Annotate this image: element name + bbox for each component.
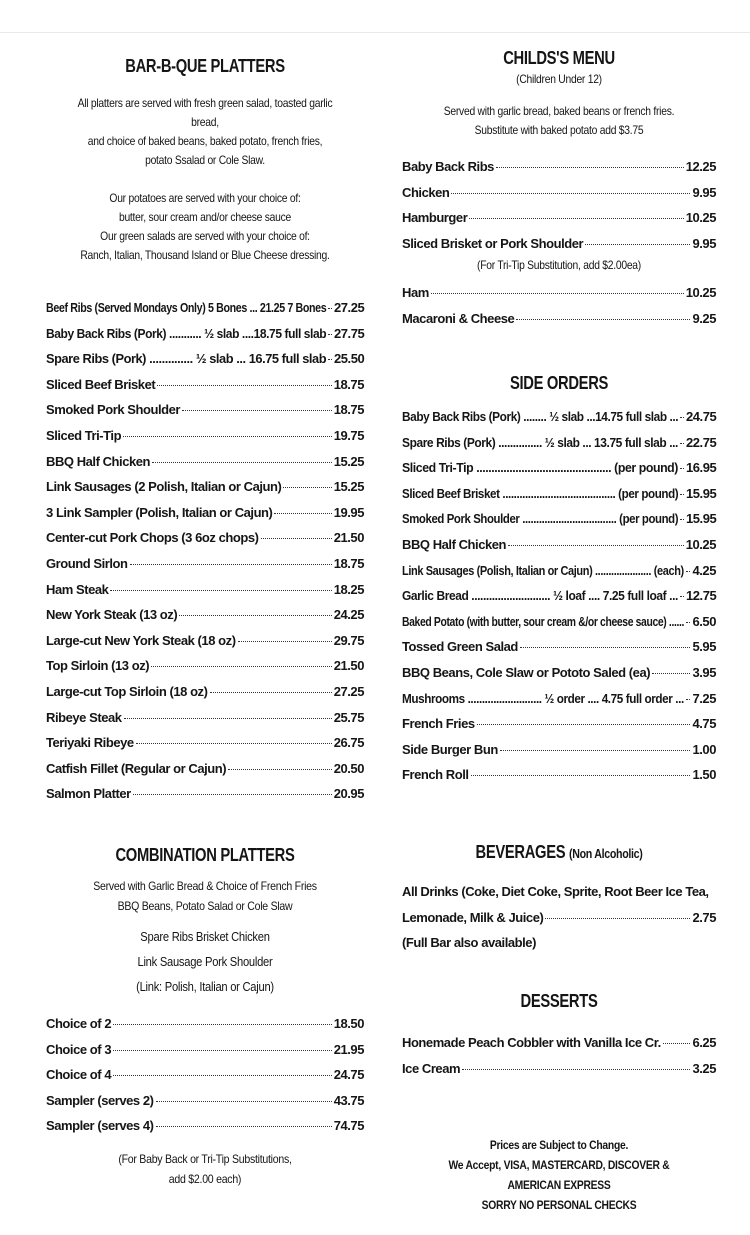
menu-item-price: 1.00 xyxy=(692,741,716,757)
menu-item-name: BBQ Half Chicken xyxy=(402,536,507,552)
leader-dots xyxy=(110,590,331,591)
leader-dots xyxy=(152,462,332,463)
menu-item-row xyxy=(46,500,364,526)
menu-item-price: 3.25 xyxy=(692,1060,716,1076)
tri-tip-substitution-note: (For Tri-Tip Substitution, add $2.00ea) xyxy=(477,258,641,273)
leader-dots xyxy=(156,1126,332,1127)
beverages-item-name: Lemonade, Milk & Juice) xyxy=(402,909,544,925)
menu-item-name: Spare Ribs (Pork) ............... ½ slab ... 13.75 full slab ... xyxy=(402,434,678,450)
leader-dots xyxy=(328,334,332,335)
menu-item-price: 9.95 xyxy=(692,184,716,200)
menu-item-price: 16.95 xyxy=(686,460,717,476)
menu-item-price: 26.75 xyxy=(333,735,364,751)
menu-item-name: Spare Ribs (Pork) .............. ½ slab ... 16.75 full slab xyxy=(46,351,327,367)
leader-dots xyxy=(151,666,332,667)
full-bar-note: (Full Bar also available) xyxy=(402,935,536,951)
beverages-line-1: All Drinks (Coke, Diet Coke, Sprite, Root Beer Ice Tea, xyxy=(402,884,709,899)
menu-item-name: Choice of 2 xyxy=(46,1016,112,1031)
menu-item-name: Honemade Peach Cobbler with Vanilla Ice Cr. xyxy=(402,1035,661,1050)
menu-item-name: Baked Potato (with butter, sour cream &/or cheese sauce) ...... xyxy=(402,613,685,629)
leader-dots xyxy=(228,769,332,770)
beverages-section xyxy=(402,842,716,956)
menu-item-row xyxy=(46,551,364,577)
leader-dots xyxy=(328,359,332,360)
menu-item-row xyxy=(46,653,364,679)
childs-menu-intro xyxy=(424,102,694,140)
leader-dots xyxy=(124,718,332,719)
leader-dots xyxy=(133,794,332,795)
menu-item-price: 74.75 xyxy=(333,1118,364,1134)
leader-dots xyxy=(680,596,684,597)
leader-dots xyxy=(136,743,332,744)
menu-item-name: Large-cut Top Sirloin (18 oz) xyxy=(46,683,208,699)
menu-item-price: 27.25 xyxy=(333,683,364,699)
menu-item-price: 15.95 xyxy=(686,511,717,527)
menu-item-price: 24.75 xyxy=(686,409,717,424)
bbq-options-line: Ranch, Italian, Thousand Island or Blue Cheese dressing. xyxy=(80,248,330,262)
menu-item-row xyxy=(46,474,364,500)
side-orders-section xyxy=(402,373,716,788)
bbq-options xyxy=(68,189,341,265)
menu-item-name: Sliced Tri-Tip xyxy=(46,427,122,443)
combination-platters-section xyxy=(46,845,364,1189)
combo-meat-line: Spare Ribs Brisket Chicken xyxy=(140,929,270,944)
menu-item-row xyxy=(46,577,364,603)
bbq-items xyxy=(46,295,364,807)
childs-menu-section xyxy=(402,48,716,332)
leader-dots xyxy=(113,1075,332,1076)
menu-item-name: Link Sausages (Polish, Italian or Cajun) ..................... (each) xyxy=(402,562,684,578)
menu-item-price: 18.75 xyxy=(333,555,364,571)
leader-dots xyxy=(471,775,691,776)
menu-item-name: Baby Back Ribs (Pork) ........ ½ slab ...14.75 full slab ... xyxy=(402,409,679,424)
leader-dots xyxy=(477,724,691,725)
menu-item-price: 12.25 xyxy=(685,159,716,174)
menu-item-row xyxy=(402,558,716,584)
menu-item-price: 6.50 xyxy=(692,613,716,629)
menu-item-row xyxy=(46,628,364,654)
menu-item-row xyxy=(46,1088,364,1114)
leader-dots xyxy=(652,673,690,674)
menu-item-price: 20.95 xyxy=(333,786,364,802)
side-items xyxy=(402,404,716,788)
leader-dots xyxy=(680,443,684,444)
menu-item-price: 43.75 xyxy=(333,1092,364,1108)
combo-note-line: add $2.00 each) xyxy=(168,1171,242,1186)
menu-item-row xyxy=(46,756,364,782)
menu-item-name: Tossed Green Salad xyxy=(402,639,518,655)
menu-item-row xyxy=(402,1056,716,1082)
menu-item-row xyxy=(402,737,716,763)
menu-item-price: 6.25 xyxy=(692,1035,716,1050)
menu-item-name: Sliced Tri-Tip ............................................. (per pound) xyxy=(402,460,678,476)
menu-item-price: 24.25 xyxy=(333,607,364,623)
menu-item-row xyxy=(46,1113,364,1139)
menu-item-price: 9.25 xyxy=(692,310,716,326)
menu-item-row xyxy=(402,686,716,712)
childs-items-b xyxy=(402,280,716,331)
menu-item-price: 18.50 xyxy=(333,1016,364,1031)
leader-dots xyxy=(179,615,331,616)
leader-dots xyxy=(113,1050,332,1051)
leader-dots xyxy=(156,1101,332,1102)
leader-dots xyxy=(680,468,684,469)
bbq-intro-line: and choice of baked beans, baked potato, french fries, xyxy=(87,134,323,148)
footer-notes xyxy=(402,1135,716,1215)
leader-dots xyxy=(182,410,332,411)
menu-item-row xyxy=(402,231,716,257)
menu-item-price: 21.95 xyxy=(333,1041,364,1057)
menu-item-price: 18.75 xyxy=(333,402,364,418)
menu-item-row xyxy=(46,295,364,321)
menu-item-row xyxy=(46,1011,364,1037)
leader-dots xyxy=(238,641,332,642)
menu-item-price: 27.25 xyxy=(334,300,365,315)
menu-item-row xyxy=(402,481,716,507)
menu-item-price: 10.25 xyxy=(685,536,716,552)
prices-change-note: Prices are Subject to Change. xyxy=(489,1138,629,1152)
dessert-items xyxy=(402,1030,716,1081)
menu-item-price: 21.50 xyxy=(333,658,364,674)
leader-dots xyxy=(508,545,684,546)
menu-item-name: Ground Sirlon xyxy=(46,555,128,571)
combination-platters-title: COMBINATION PLATTERS xyxy=(115,845,295,865)
leader-dots xyxy=(431,293,684,294)
page-edge xyxy=(0,32,750,33)
menu-item-name: Smoked Pork Shoulder .................................. (per pound) xyxy=(402,511,679,527)
menu-item-row xyxy=(46,525,364,551)
menu-item-row xyxy=(402,404,716,430)
combo-items xyxy=(46,1011,364,1139)
menu-item-price: 15.25 xyxy=(333,479,364,495)
menu-item-name: Ham xyxy=(402,285,429,301)
menu-item-price: 1.50 xyxy=(692,767,716,783)
menu-item-row xyxy=(402,506,716,532)
menu-item-price: 20.50 xyxy=(333,760,364,776)
beverages-item-row xyxy=(402,905,716,931)
combo-meat-line: Link Sausage Pork Shoulder xyxy=(137,954,273,969)
menu-item-row xyxy=(402,154,716,180)
menu-item-name: Hamburger xyxy=(402,210,468,226)
bbq-platters-list xyxy=(46,295,364,807)
menu-item-price: 19.95 xyxy=(333,504,364,520)
menu-item-name: Choice of 3 xyxy=(46,1041,112,1057)
leader-dots xyxy=(283,487,331,488)
beverages-title-sub: (Non Alcoholic) xyxy=(569,846,643,861)
menu-item-price: 3.95 xyxy=(692,664,716,680)
combo-meat-line: (Link: Polish, Italian or Cajun) xyxy=(136,979,274,994)
menu-item-name: Ribeye Steak xyxy=(46,709,122,725)
menu-item-price: 7.25 xyxy=(692,690,716,706)
menu-item-name: Baby Back Ribs xyxy=(402,159,494,174)
leader-dots xyxy=(451,193,690,194)
menu-item-row xyxy=(46,1062,364,1088)
beverages-item-price: 2.75 xyxy=(692,909,716,925)
menu-item-row xyxy=(402,205,716,231)
menu-item-price: 4.75 xyxy=(692,716,716,732)
combo-intro xyxy=(65,876,345,916)
menu-item-name: Sampler (serves 4) xyxy=(46,1118,154,1134)
beverages-title xyxy=(430,842,687,863)
menu-item-row xyxy=(402,532,716,558)
menu-item-price: 4.25 xyxy=(692,562,716,578)
childs-intro-line: Served with garlic bread, baked beans or french fries. xyxy=(443,104,675,118)
leader-dots xyxy=(130,564,332,565)
menu-item-price: 25.50 xyxy=(334,351,365,367)
menu-item-name: Side Burger Bun xyxy=(402,741,498,757)
no-checks-note: SORRY NO PERSONAL CHECKS xyxy=(481,1198,637,1212)
bbq-intro xyxy=(68,94,341,170)
bbq-options-line: Our green salads are served with your choice of: xyxy=(100,229,310,243)
menu-item-price: 9.95 xyxy=(692,235,716,251)
menu-item-price: 10.25 xyxy=(685,210,716,226)
menu-item-price: 18.75 xyxy=(333,376,364,392)
menu-item-row xyxy=(402,180,716,206)
menu-item-row xyxy=(402,634,716,660)
combo-substitution-note xyxy=(65,1149,345,1189)
desserts-section xyxy=(402,991,716,1081)
leader-dots xyxy=(123,436,332,437)
childs-intro-line: Substitute with baked potato add $3.75 xyxy=(474,123,644,137)
leader-dots xyxy=(680,417,684,418)
combo-intro-line: Served with Garlic Bread & Choice of French Fries xyxy=(93,879,317,893)
menu-item-row xyxy=(46,1037,364,1063)
menu-item-row xyxy=(402,1030,716,1056)
menu-item-price: 25.75 xyxy=(333,709,364,725)
leader-dots xyxy=(500,750,691,751)
menu-item-name: 3 Link Sampler (Polish, Italian or Cajun) xyxy=(46,504,273,520)
leader-dots xyxy=(113,1024,332,1025)
menu-item-price: 19.75 xyxy=(333,427,364,443)
combo-note-line: (For Baby Back or Tri-Tip Substitutions, xyxy=(118,1151,292,1166)
leader-dots xyxy=(328,308,332,309)
menu-item-name: Smoked Pork Shoulder xyxy=(46,402,181,418)
menu-item-name: French Fries xyxy=(402,716,475,732)
menu-item-row xyxy=(402,280,716,306)
menu-item-row xyxy=(46,423,364,449)
menu-item-row xyxy=(46,346,364,372)
menu-item-name: New York Steak (13 oz) xyxy=(46,607,178,623)
menu-item-price: 12.75 xyxy=(686,588,717,604)
leader-dots xyxy=(261,538,332,539)
leader-dots xyxy=(516,319,690,320)
combo-intro-line: BBQ Beans, Potato Salad or Cole Slaw xyxy=(117,899,293,913)
bbq-intro-line: potato Ssalad or Cole Slaw. xyxy=(145,153,265,167)
menu-item-name: Chicken xyxy=(402,184,450,200)
menu-item-name: Salmon Platter xyxy=(46,786,131,802)
menu-item-name: Sampler (serves 2) xyxy=(46,1092,154,1108)
bbq-options-line: butter, sour cream and/or cheese sauce xyxy=(118,210,292,224)
menu-item-row xyxy=(46,372,364,398)
menu-item-name: French Roll xyxy=(402,767,469,783)
bbq-options-line: Our potatoes are served with your choice of: xyxy=(109,191,301,205)
leader-dots xyxy=(663,1043,691,1044)
menu-item-row xyxy=(402,583,716,609)
menu-item-price: 15.95 xyxy=(686,485,717,501)
menu-item-row xyxy=(402,660,716,686)
menu-item-row xyxy=(402,430,716,456)
menu-item-price: 22.75 xyxy=(686,434,717,450)
childs-items-a xyxy=(402,154,716,256)
leader-dots xyxy=(585,244,690,245)
bbq-intro-line: All platters are served with fresh green salad, toasted garlic bread, xyxy=(77,96,333,129)
bbq-platters-section xyxy=(46,56,364,265)
menu-item-name: Sliced Beef Brisket xyxy=(46,376,156,392)
menu-item-row xyxy=(46,781,364,807)
menu-item-name: BBQ Half Chicken xyxy=(46,453,151,469)
menu-item-name: Ham Steak xyxy=(46,581,109,597)
menu-item-price: 27.75 xyxy=(334,325,365,341)
menu-item-row xyxy=(402,609,716,635)
menu-item-price: 18.25 xyxy=(333,581,364,597)
menu-item-name: Macaroni & Cheese xyxy=(402,310,515,326)
desserts-title: DESSERTS xyxy=(520,991,598,1011)
menu-item-row xyxy=(46,730,364,756)
beverages-title-text: BEVERAGES xyxy=(475,842,566,862)
leader-dots xyxy=(686,699,690,700)
leader-dots xyxy=(680,519,684,520)
menu-item-row xyxy=(46,679,364,705)
menu-item-name: Sliced Brisket or Pork Shoulder xyxy=(402,235,584,251)
menu-item-name: Garlic Bread ........................... ½ loaf .... 7.25 full loaf ... xyxy=(402,588,678,604)
menu-item-row xyxy=(402,711,716,737)
menu-item-price: 29.75 xyxy=(333,632,364,648)
menu-item-row xyxy=(402,762,716,788)
menu-item-name: Sliced Beef Brisket ........................................ (per pound) xyxy=(402,485,679,501)
side-orders-title: SIDE ORDERS xyxy=(509,373,609,393)
menu-item-name: Teriyaki Ribeye xyxy=(46,735,134,751)
menu-item-row xyxy=(46,602,364,628)
menu-item-price: 10.25 xyxy=(685,285,716,301)
menu-item-name: Baby Back Ribs (Pork) ........... ½ slab ....18.75 full slab xyxy=(46,325,327,341)
payment-note: We Accept, VISA, MASTERCARD, DISCOVER & AMERICAN EXPRESS xyxy=(448,1158,670,1192)
leader-dots xyxy=(462,1069,690,1070)
menu-item-price: 5.95 xyxy=(692,639,716,655)
menu-item-row xyxy=(46,397,364,423)
menu-item-name: Catfish Fillet (Regular or Cajun) xyxy=(46,760,227,776)
leader-dots xyxy=(274,513,331,514)
childs-menu-title: CHILDS'S MENU xyxy=(503,48,615,68)
menu-item-row xyxy=(402,306,716,332)
menu-item-name: BBQ Beans, Cole Slaw or Pototo Saled (ea) xyxy=(402,664,651,680)
menu-item-name: Center-cut Pork Chops (3 6oz chops) xyxy=(46,530,259,546)
leader-dots xyxy=(496,167,684,168)
menu-item-row xyxy=(46,321,364,347)
childs-menu-subtitle: (Children Under 12) xyxy=(516,72,602,86)
leader-dots xyxy=(680,494,684,495)
menu-item-row xyxy=(46,449,364,475)
menu-item-price: 24.75 xyxy=(333,1067,364,1083)
menu-item-name: Choice of 4 xyxy=(46,1067,112,1083)
combo-meat-choices xyxy=(68,924,341,999)
menu-item-name: Large-cut New York Steak (18 oz) xyxy=(46,632,236,648)
leader-dots xyxy=(469,218,683,219)
bbq-platters-title: BAR-B-QUE PLATTERS xyxy=(125,56,285,76)
leader-dots xyxy=(545,918,690,919)
leader-dots xyxy=(210,692,332,693)
leader-dots xyxy=(686,571,690,572)
menu-item-name: Top Sirloin (13 oz) xyxy=(46,658,150,674)
menu-item-name: Ice Cream xyxy=(402,1060,461,1076)
leader-dots xyxy=(520,647,691,648)
menu-item-price: 15.25 xyxy=(333,453,364,469)
menu-item-name: Link Sausages (2 Polish, Italian or Cajun) xyxy=(46,479,282,495)
menu-item-name: Beef Ribs (Served Mondays Only) 5 Bones ... 21.25 7 Bones xyxy=(46,300,327,315)
leader-dots xyxy=(157,385,331,386)
menu-item-row xyxy=(402,455,716,481)
menu-item-price: 21.50 xyxy=(333,530,364,546)
menu-item-name: Mushrooms .......................... ½ order .... 4.75 full order ... xyxy=(402,690,684,706)
menu-item-row xyxy=(46,705,364,731)
leader-dots xyxy=(686,622,690,623)
